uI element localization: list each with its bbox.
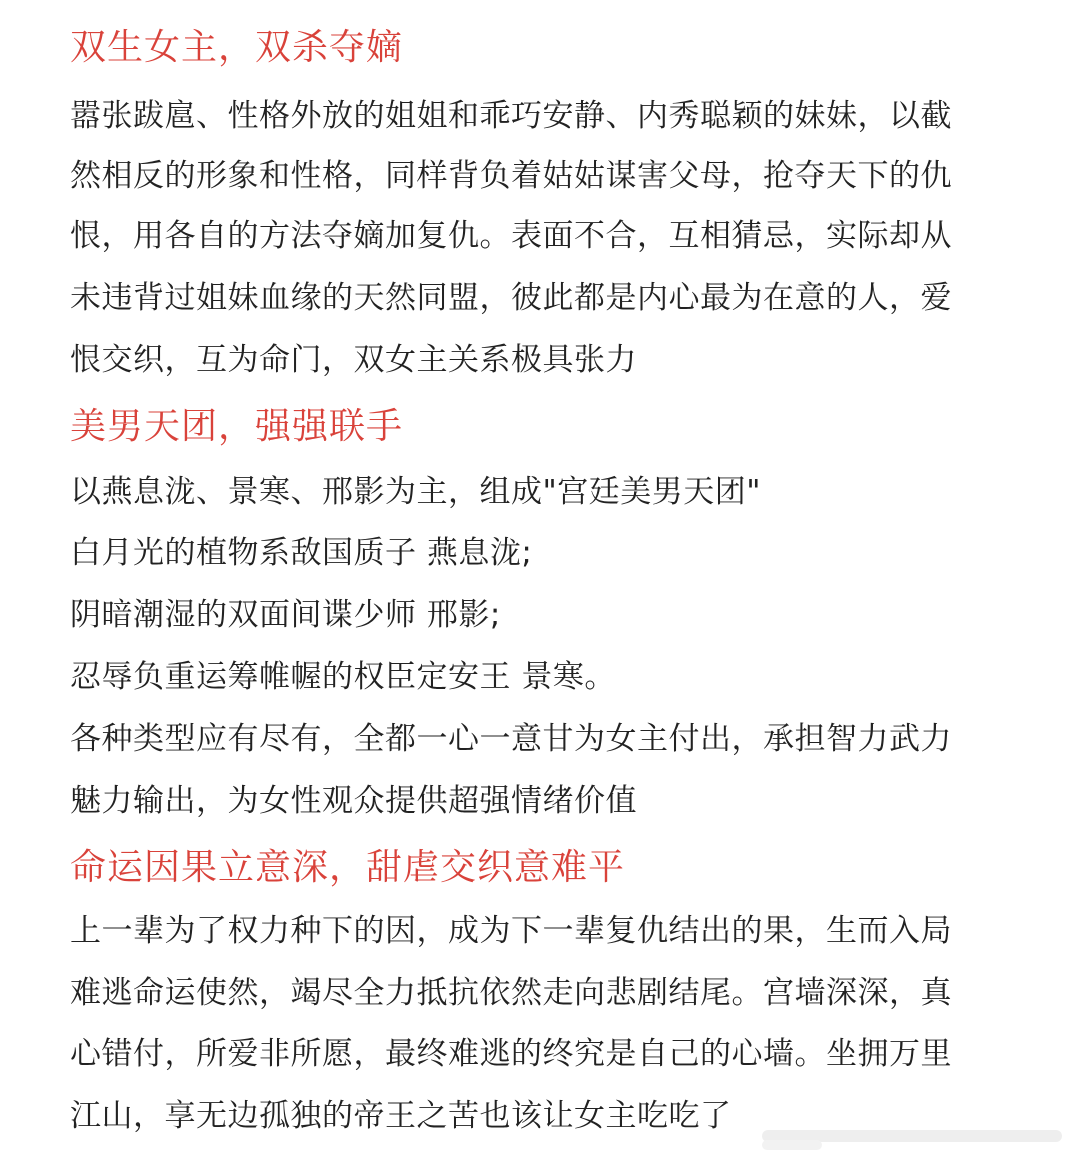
- section-heading-twin-heroines: 双生女主，双杀夺嫡: [70, 27, 404, 68]
- body-line: 阴暗潮湿的双面间谍少师 邢影;: [70, 597, 501, 633]
- body-line: 魅力输出，为女性观众提供超强情绪价值: [70, 783, 637, 819]
- body-line: 白月光的植物系敌国质子 燕息泷;: [70, 535, 533, 571]
- section-heading-fate-karma: 命运因果立意深，甜虐交织意难平: [70, 847, 626, 888]
- body-line: 以燕息泷、景寒、邢影为主，组成"宫廷美男天团": [70, 474, 762, 510]
- watermark-graphic: [762, 1120, 1062, 1150]
- body-line: 恨交织，互为命门，双女主关系极具张力: [70, 342, 637, 378]
- body-line: 各种类型应有尽有，全都一心一意甘为女主付出，承担智力武力: [70, 721, 952, 757]
- body-line: 心错付，所爱非所愿，最终难逃的终究是自己的心墙。坐拥万里: [70, 1036, 952, 1072]
- body-line: 然相反的形象和性格，同样背负着姑姑谋害父母，抢夺天下的仇: [70, 158, 952, 194]
- body-line: 江山，享无边孤独的帝王之苦也该让女主吃吃了: [70, 1098, 732, 1134]
- body-line: 嚣张跋扈、性格外放的姐姐和乖巧安静、内秀聪颖的妹妹，以截: [70, 98, 952, 134]
- body-line: 未违背过姐妹血缘的天然同盟，彼此都是内心最为在意的人，爱: [70, 280, 952, 316]
- body-line: 恨，用各自的方法夺嫡加复仇。表面不合，互相猜忌，实际却从: [70, 218, 952, 254]
- body-line: 上一辈为了权力种下的因，成为下一辈复仇结出的果，生而入局: [70, 913, 952, 949]
- body-line: 忍辱负重运筹帷幄的权臣定安王 景寒。: [70, 659, 616, 695]
- body-line: 难逃命运使然，竭尽全力抵抗依然走向悲剧结尾。宫墙深深，真: [70, 975, 952, 1011]
- section-heading-handsome-men: 美男天团，强强联手: [70, 406, 404, 447]
